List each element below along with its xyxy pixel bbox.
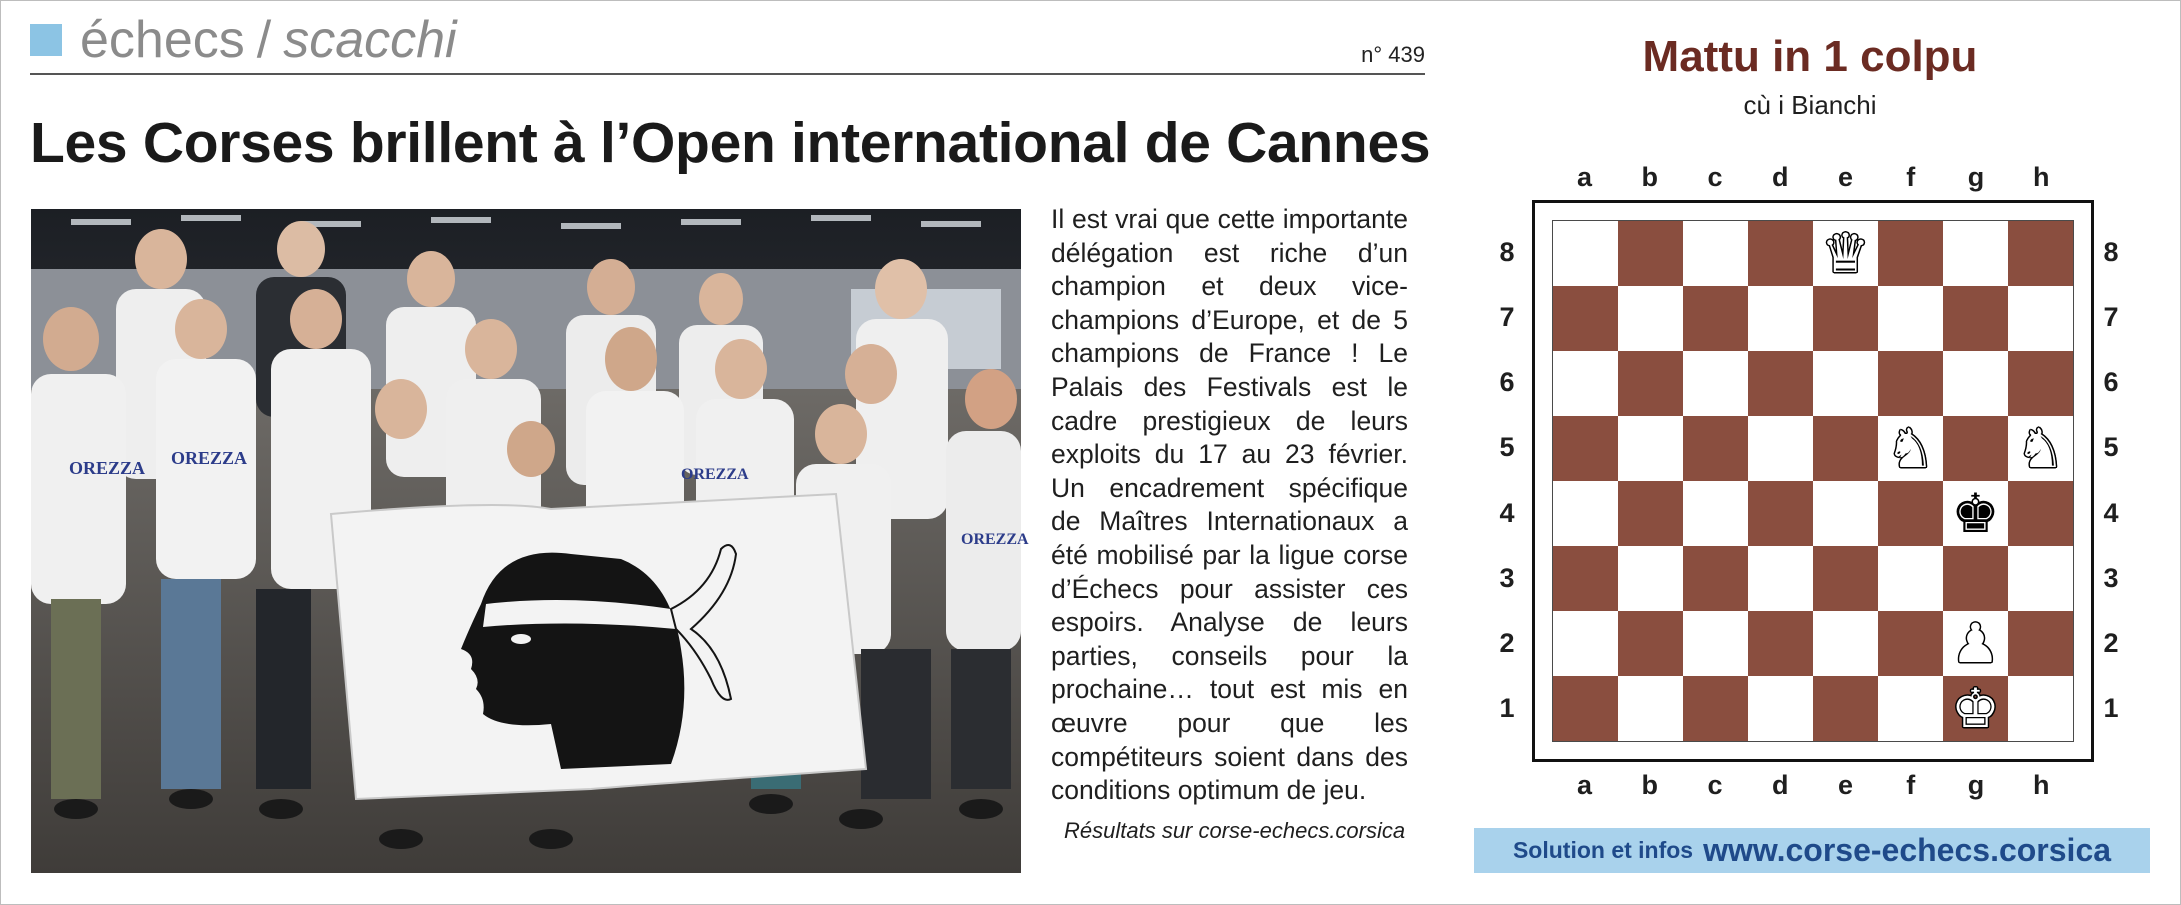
square-e1	[1813, 676, 1878, 741]
square-f4	[1878, 481, 1943, 546]
file-label-g-top: g	[1967, 162, 1985, 192]
square-f3	[1878, 546, 1943, 611]
square-e3	[1813, 546, 1878, 611]
solution-banner	[1474, 828, 2150, 873]
rank-label-3-right: 3	[2103, 562, 2119, 593]
file-label-c-bottom: c	[1707, 770, 1723, 800]
square-g4	[1943, 481, 2008, 546]
square-b2	[1618, 611, 1683, 676]
square-c8	[1683, 221, 1748, 286]
square-b4	[1618, 481, 1683, 546]
team-photo	[31, 209, 1029, 873]
square-a7	[1553, 286, 1618, 351]
file-label-b-top: b	[1641, 162, 1658, 192]
square-f1	[1878, 676, 1943, 741]
rank-label-7-right: 7	[2103, 301, 2119, 332]
article-text: Il est vrai que cette importante délégation est riche d’un champion et deux vice-champions d’Europe, et de 5 champions de France ! Le Palais des Festivals est le cadre prestigieux de leurs exploits du 17 au 23 février. Un encadrement spécifique de Maîtres Internationaux a été mobilisé par la ligue corse d’Échecs pour assister ces espoirs. Analyse de leurs parties, conseils pour la prochaine… tout est mis en œuvre pour que les compétiteurs soient dans des conditions optimum de jeu.	[1051, 204, 1408, 806]
square-c7	[1683, 286, 1748, 351]
square-g5	[1943, 416, 2008, 481]
square-h1	[2008, 676, 2073, 741]
file-label-a-bottom: a	[1576, 770, 1593, 800]
rank-label-8-right: 8	[2103, 236, 2119, 267]
white-pawn-icon: ♟	[1951, 611, 2000, 675]
rank-label-3-left: 3	[1499, 562, 1515, 593]
solution-link[interactable]: www.corse-echecs.corsica	[1703, 832, 2112, 868]
svg-text:OREZZA: OREZZA	[681, 466, 749, 483]
square-d3	[1748, 546, 1813, 611]
square-h4	[2008, 481, 2073, 546]
white-knight-icon: ♞	[1886, 416, 1935, 480]
rank-label-4-right: 4	[2103, 497, 2119, 528]
square-h6	[2008, 351, 2073, 416]
rank-label-2-right: 2	[2103, 628, 2119, 659]
rubric-square-icon	[30, 24, 62, 56]
square-f2	[1878, 611, 1943, 676]
white-knight-icon: ♞	[2016, 416, 2065, 480]
rubric-french: échecs	[80, 11, 245, 69]
puzzle-subtitle: cù i Bianchi	[1743, 90, 1877, 120]
rank-label-6-right: 6	[2103, 367, 2119, 398]
square-g8	[1943, 221, 2008, 286]
square-d8	[1748, 221, 1813, 286]
white-king-icon: ♚	[1951, 676, 2000, 740]
shirt-text: OREZZA	[69, 458, 146, 478]
rank-label-4-left: 4	[1499, 497, 1515, 528]
square-c4	[1683, 481, 1748, 546]
file-label-e-bottom: e	[1837, 770, 1854, 800]
headline: Les Corses brillent à l’Open international de Cannes	[30, 111, 1431, 175]
rank-label-6-left: 6	[1499, 367, 1515, 398]
rubric-corsican: scacchi	[283, 11, 457, 69]
square-e6	[1813, 351, 1878, 416]
rank-label-1-left: 1	[1499, 693, 1515, 724]
square-h2	[2008, 611, 2073, 676]
square-a8	[1553, 221, 1618, 286]
square-b1	[1618, 676, 1683, 741]
article-body	[1051, 203, 1408, 808]
square-f6	[1878, 351, 1943, 416]
square-d6	[1748, 351, 1813, 416]
square-e7	[1813, 286, 1878, 351]
square-e8	[1813, 221, 1878, 286]
file-label-h-top: h	[2033, 162, 2050, 192]
black-king-icon: ♚	[1951, 481, 2000, 545]
file-label-f-top: f	[1906, 162, 1916, 192]
square-a3	[1553, 546, 1618, 611]
square-c3	[1683, 546, 1748, 611]
results-credit: Résultats sur corse-echecs.corsica	[1064, 818, 1406, 843]
square-b3	[1618, 546, 1683, 611]
file-label-e-top: e	[1837, 162, 1854, 192]
rank-label-1-right: 1	[2103, 693, 2119, 724]
file-label-c-top: c	[1707, 162, 1723, 192]
square-a6	[1553, 351, 1618, 416]
square-d7	[1748, 286, 1813, 351]
square-h5	[2008, 416, 2073, 481]
corsican-flag	[331, 494, 866, 799]
rank-label-8-left: 8	[1499, 236, 1515, 267]
square-f8	[1878, 221, 1943, 286]
square-g1	[1943, 676, 2008, 741]
rank-label-5-right: 5	[2103, 432, 2119, 463]
square-c2	[1683, 611, 1748, 676]
square-a1	[1553, 676, 1618, 741]
square-e2	[1813, 611, 1878, 676]
file-label-d-bottom: d	[1772, 770, 1789, 800]
file-label-a-top: a	[1576, 162, 1593, 192]
issue-number: n° 439	[1361, 42, 1425, 67]
square-c6	[1683, 351, 1748, 416]
square-h3	[2008, 546, 2073, 611]
square-a5	[1553, 416, 1618, 481]
square-c5	[1683, 416, 1748, 481]
square-d2	[1748, 611, 1813, 676]
white-queen-icon: ♛	[1821, 221, 1870, 285]
square-b5	[1618, 416, 1683, 481]
square-g3	[1943, 546, 2008, 611]
rank-label-2-left: 2	[1499, 628, 1515, 659]
square-h8	[2008, 221, 2073, 286]
svg-text:OREZZA: OREZZA	[961, 531, 1029, 548]
square-a2	[1553, 611, 1618, 676]
solution-label: Solution et infos	[1512, 837, 1694, 863]
svg-text:OREZZA: OREZZA	[171, 448, 248, 468]
square-a4	[1553, 481, 1618, 546]
square-g6	[1943, 351, 2008, 416]
square-e5	[1813, 416, 1878, 481]
file-label-g-bottom: g	[1967, 770, 1985, 800]
rank-label-5-left: 5	[1499, 432, 1515, 463]
square-b6	[1618, 351, 1683, 416]
square-h7	[2008, 286, 2073, 351]
file-label-h-bottom: h	[2033, 770, 2050, 800]
rubric-separator: /	[256, 11, 272, 69]
file-label-f-bottom: f	[1906, 770, 1916, 800]
square-b8	[1618, 221, 1683, 286]
square-d4	[1748, 481, 1813, 546]
square-f7	[1878, 286, 1943, 351]
square-b7	[1618, 286, 1683, 351]
puzzle-title: Mattu in 1 colpu	[1642, 32, 1978, 81]
square-g7	[1943, 286, 2008, 351]
chessboard	[1552, 220, 2074, 742]
rank-label-7-left: 7	[1499, 301, 1515, 332]
file-label-b-bottom: b	[1641, 770, 1658, 800]
square-g2	[1943, 611, 2008, 676]
square-f5	[1878, 416, 1943, 481]
header-rule	[30, 73, 1425, 75]
square-c1	[1683, 676, 1748, 741]
file-label-d-top: d	[1772, 162, 1789, 192]
section-rubric	[30, 10, 457, 70]
square-d1	[1748, 676, 1813, 741]
square-e4	[1813, 481, 1878, 546]
square-d5	[1748, 416, 1813, 481]
